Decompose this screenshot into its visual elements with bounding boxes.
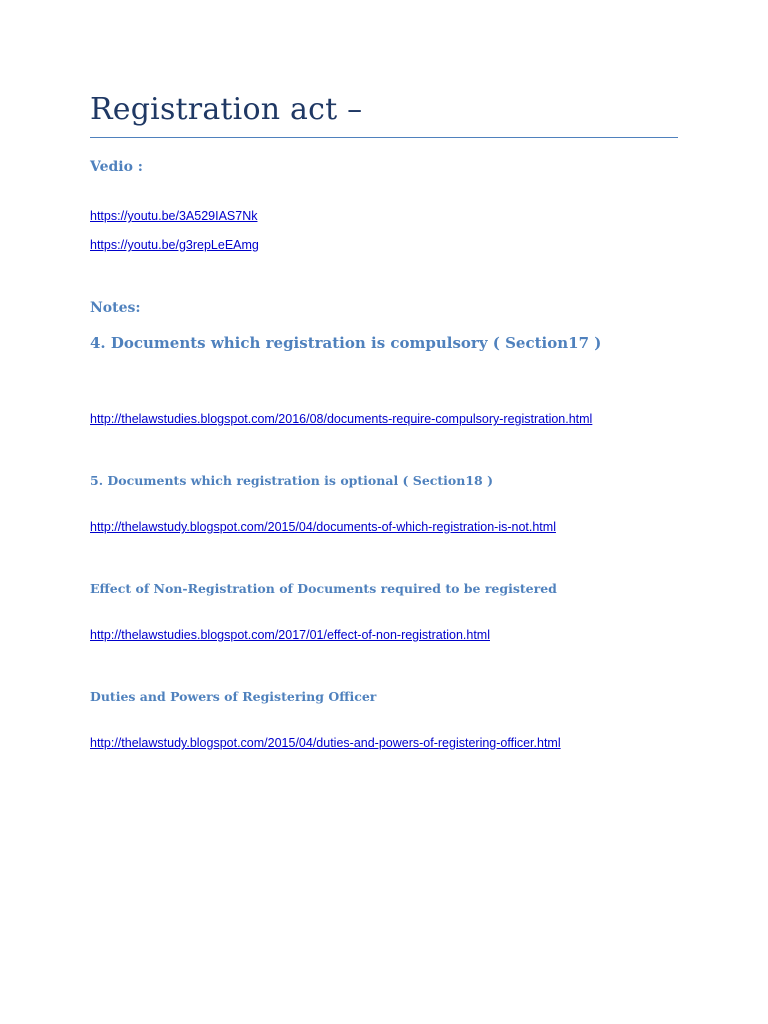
section-heading-non-registration: Effect of Non-Registration of Documents required to be registered (90, 581, 557, 596)
notes-heading: Notes: (90, 300, 141, 316)
section-heading-compulsory: 4. Documents which registration is compulsory ( Section17 ) (90, 334, 602, 352)
section-link-non-registration[interactable]: http://thelawstudies.blogspot.com/2017/01/effect-of-non-registration.html (90, 628, 490, 642)
video-heading: Vedio : (90, 159, 143, 175)
title-underline (90, 137, 678, 138)
section-heading-registering-officer: Duties and Powers of Registering Officer (90, 689, 377, 704)
section-link-optional[interactable]: http://thelawstudy.blogspot.com/2015/04/documents-of-which-registration-is-not.html (90, 520, 556, 534)
document-title: Registration act – (90, 92, 363, 127)
section-heading-optional: 5. Documents which registration is optional ( Section18 ) (90, 473, 494, 488)
video-link-2[interactable]: https://youtu.be/g3repLeEAmg (90, 238, 259, 252)
section-link-registering-officer[interactable]: http://thelawstudy.blogspot.com/2015/04/duties-and-powers-of-registering-officer.html (90, 736, 561, 750)
section-link-compulsory[interactable]: http://thelawstudies.blogspot.com/2016/08/documents-require-compulsory-registration.html (90, 412, 593, 426)
video-link-1[interactable]: https://youtu.be/3A529IAS7Nk (90, 209, 258, 223)
